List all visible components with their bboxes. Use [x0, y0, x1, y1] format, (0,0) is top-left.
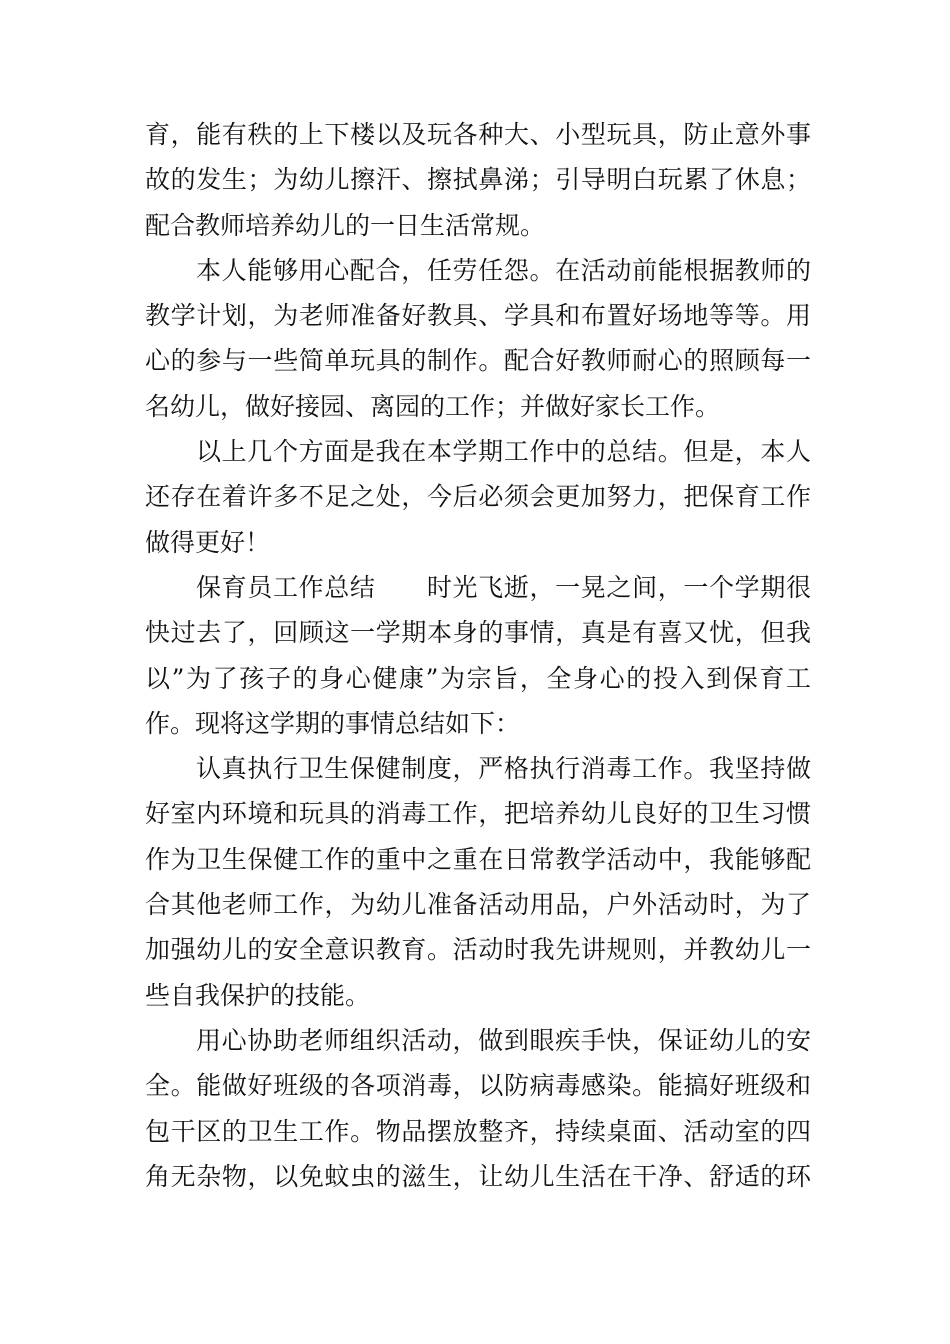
text-line: 故的发生；为幼儿擦汗、擦拭鼻涕；引导明白玩累了休息； — [145, 165, 811, 195]
paragraph-first-line: 认真执行卫生保健制度，严格执行消毒工作。我坚持做 — [196, 754, 811, 784]
text-line: 些自我保护的技能。 — [145, 980, 371, 1010]
text-line: 作为卫生保健工作的重中之重在日常教学活动中，我能够配 — [145, 844, 811, 874]
text-line: 全。能做好班级的各项消毒，以防病毒感染。能搞好班级和 — [145, 1071, 811, 1101]
text-line: 育，能有秩的上下楼以及玩各种大、小型玩具，防止意外事 — [145, 120, 811, 149]
paragraph-first-line: 本人能够用心配合，任劳任怨。在活动前能根据教师的 — [196, 255, 811, 285]
text-line: 包干区的卫生工作。物品摆放整齐，持续桌面、活动室的四 — [145, 1116, 811, 1146]
text-line: 合其他老师工作，为幼儿准备活动用品，户外活动时，为了 — [145, 890, 811, 920]
text-line: 还存在着许多不足之处，今后必须会更加努力，把保育工作 — [145, 482, 811, 512]
text-line: 作。现将这学期的事情总结如下： — [145, 708, 521, 738]
text-line: 以”为了孩子的身心健康”为宗旨，全身心的投入到保育工 — [145, 663, 811, 693]
text-line: 教学计划，为老师准备好教具、学具和布置好场地等等。用 — [145, 301, 811, 331]
text-line: 快过去了，回顾这一学期本身的事情，真是有喜又忧，但我 — [145, 618, 811, 648]
paragraph-first-line: 以上几个方面是我在本学期工作中的总结。但是，本人 — [196, 437, 811, 467]
paragraph-first-line: 用心协助老师组织活动，做到眼疾手快，保证幼儿的安 — [196, 1025, 811, 1055]
text-line: 配合教师培养幼儿的一日生活常规。 — [145, 210, 546, 240]
paragraph-first-line: 保育员工作总结 时光飞逝，一晃之间，一个学期很 — [196, 572, 811, 602]
text-line: 加强幼儿的安全意识教育。活动时我先讲规则，并教幼儿一 — [145, 935, 811, 965]
text-line: 做得更好！ — [145, 527, 271, 557]
text-line: 心的参与一些简单玩具的制作。配合好教师耐心的照顾每一 — [145, 346, 811, 376]
text-line: 好室内环境和玩具的消毒工作，把培养幼儿良好的卫生习惯 — [145, 799, 811, 829]
text-line: 名幼儿，做好接园、离园的工作；并做好家长工作。 — [145, 391, 721, 421]
document-body — [145, 112, 811, 1199]
text-line: 角无杂物，以免蚊虫的滋生，让幼儿生活在干净、舒适的环 — [145, 1161, 811, 1191]
